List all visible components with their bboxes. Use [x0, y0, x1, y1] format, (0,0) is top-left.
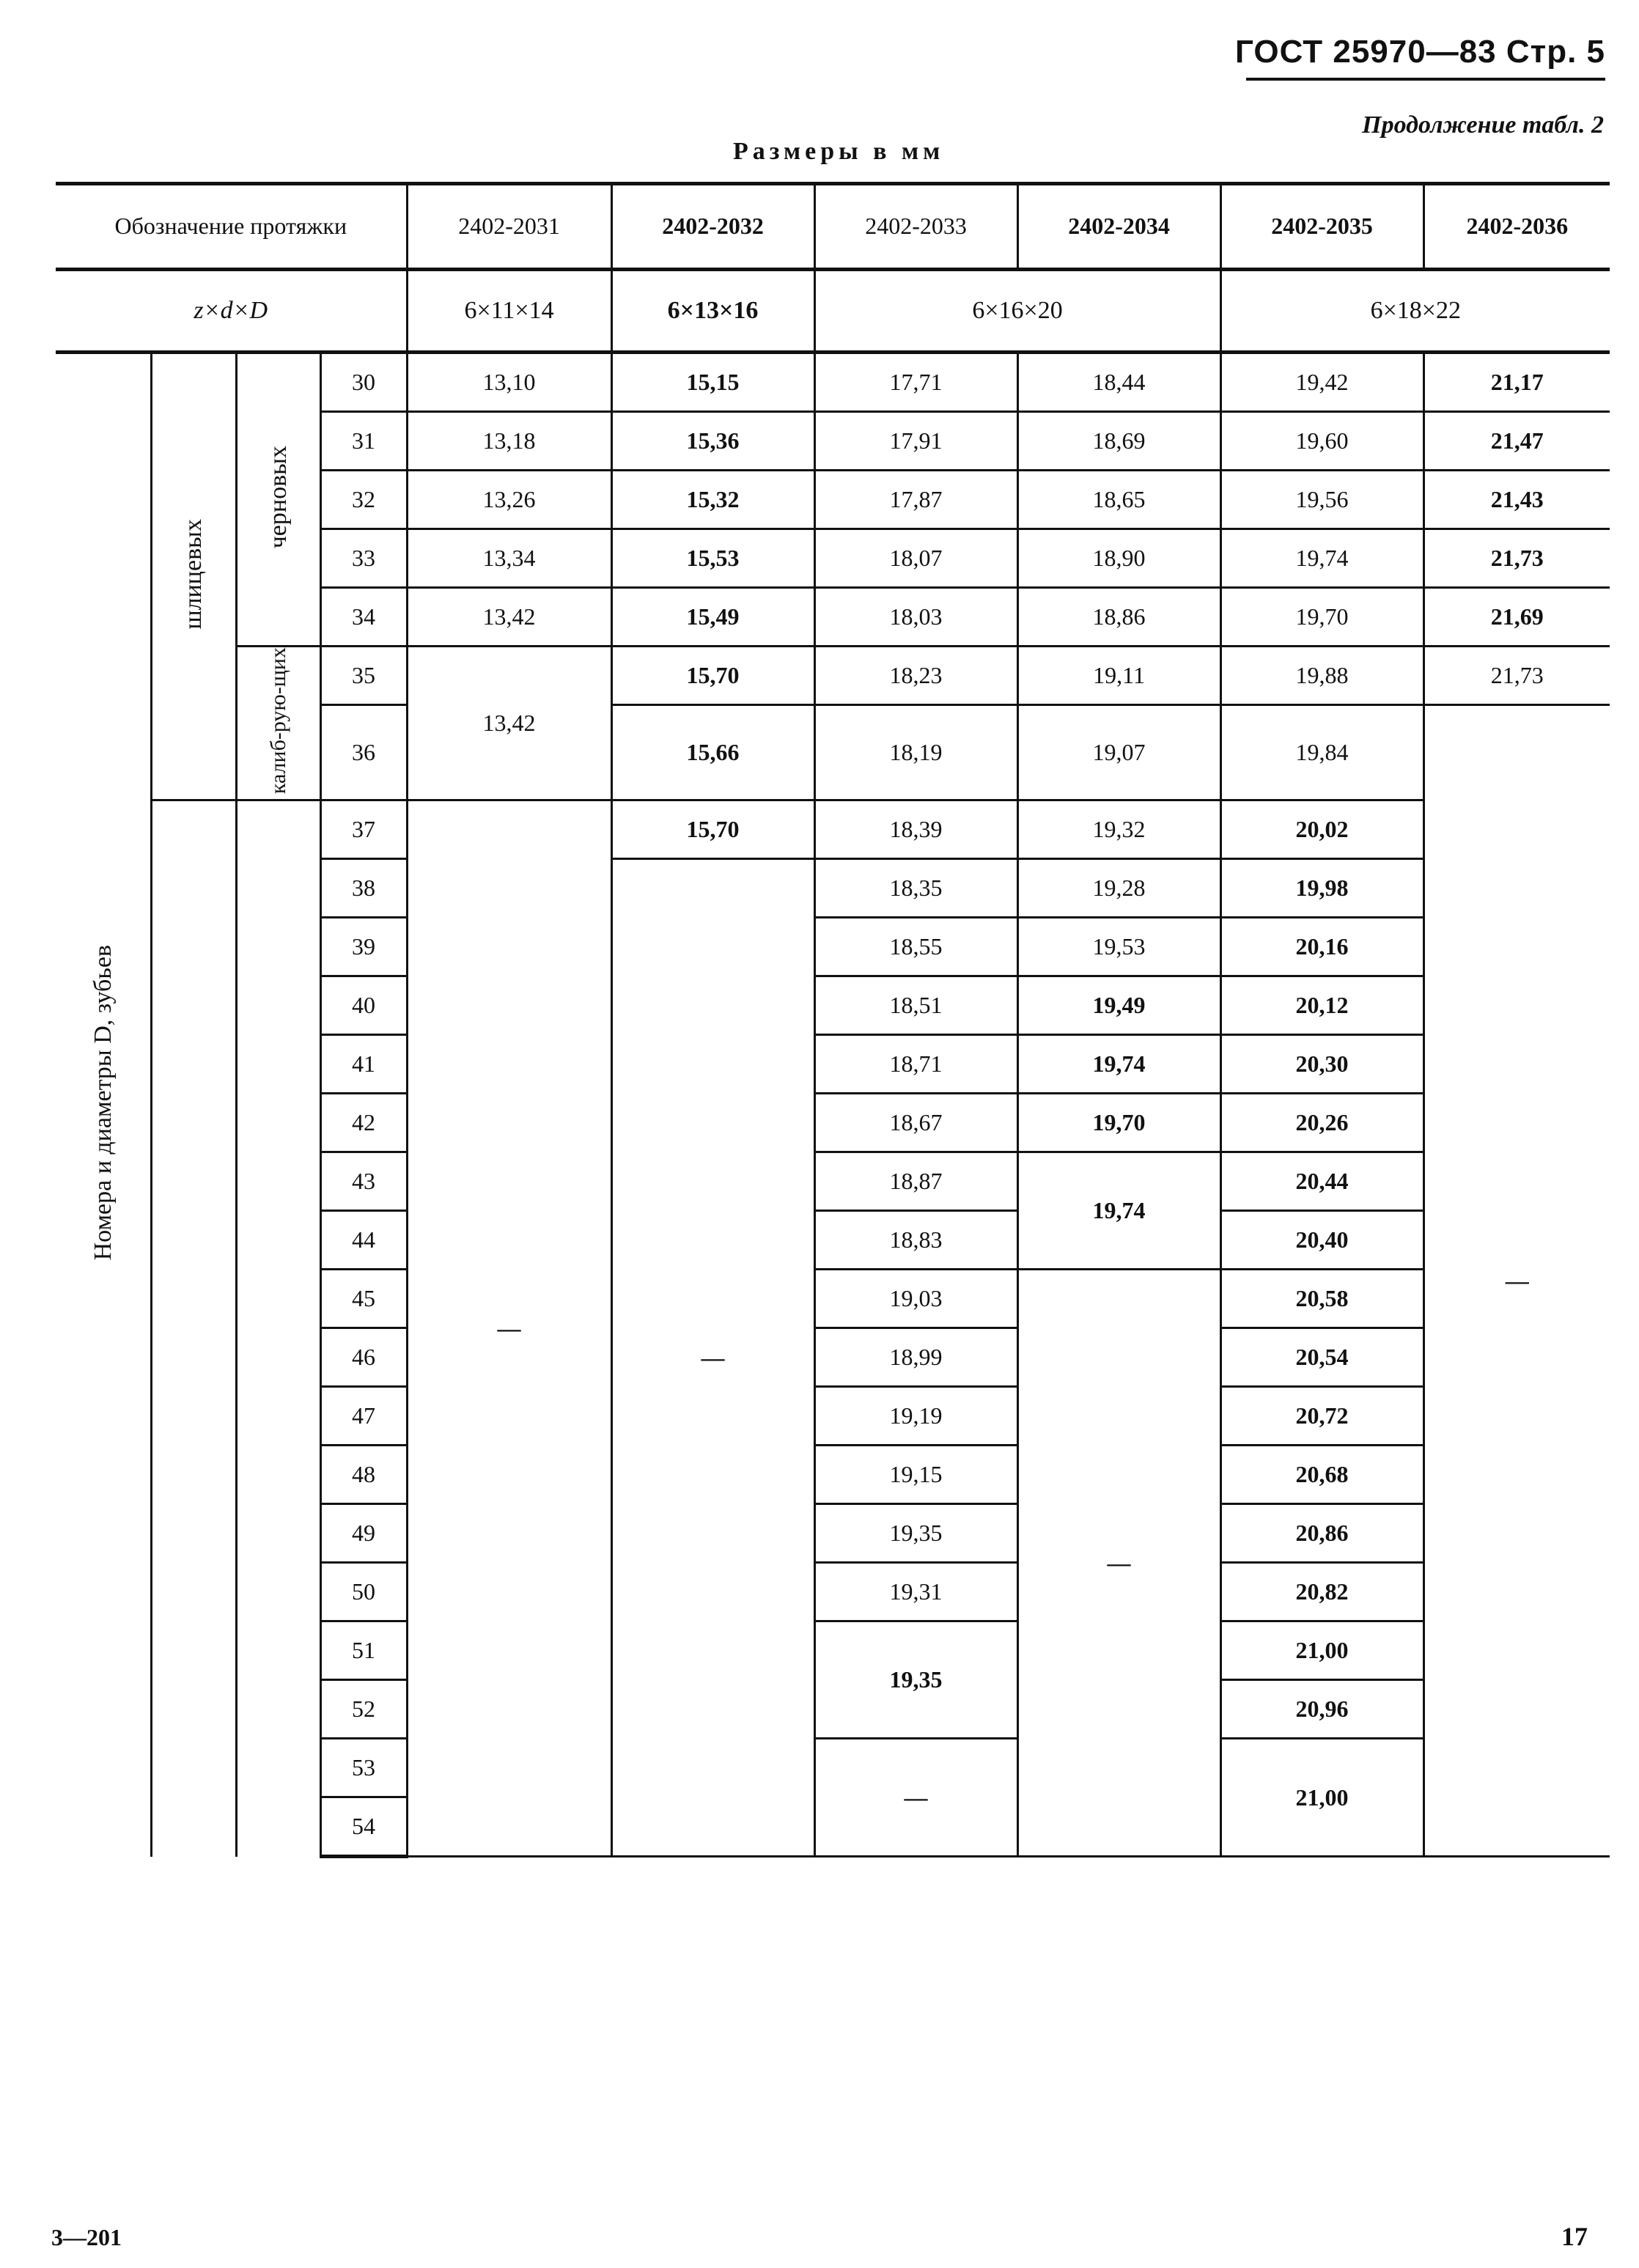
- value-cell: 20,54: [1220, 1328, 1423, 1387]
- value-cell: 19,49: [1017, 976, 1220, 1035]
- tooth-number: 53: [320, 1739, 407, 1797]
- value-cell: 21,47: [1423, 412, 1610, 471]
- size-6x11x14: 6×11×14: [407, 270, 611, 353]
- value-cell: 13,34: [407, 529, 611, 588]
- value-cell: 19,28: [1017, 859, 1220, 918]
- value-cell: 15,36: [611, 412, 814, 471]
- value-cell: 20,16: [1220, 918, 1423, 976]
- value-cell: 21,00: [1220, 1739, 1423, 1857]
- value-cell: 15,15: [611, 353, 814, 412]
- table-continuation-note: Продолжение табл. 2: [1362, 111, 1604, 139]
- tooth-number: 40: [320, 976, 407, 1035]
- value-cell: 21,73: [1423, 647, 1610, 705]
- rough-label: черновых: [264, 445, 292, 549]
- tooth-number: 46: [320, 1328, 407, 1387]
- rough-label-cell: [236, 353, 320, 647]
- value-cell: 15,70: [611, 800, 814, 859]
- tooth-number: 39: [320, 918, 407, 976]
- tooth-number: 45: [320, 1270, 407, 1328]
- value-cell: 21,17: [1423, 353, 1610, 412]
- tooth-number: 48: [320, 1446, 407, 1504]
- value-cell: 18,67: [814, 1094, 1017, 1152]
- value-cell: 17,87: [814, 471, 1017, 529]
- value-cell: 19,74: [1017, 1035, 1220, 1094]
- value-cell: 15,70: [611, 647, 814, 705]
- value-cell: 20,86: [1220, 1504, 1423, 1563]
- empty-dash-2036: —: [1423, 705, 1610, 1857]
- spline-label-cell: [151, 353, 236, 800]
- value-cell: 19,32: [1017, 800, 1220, 859]
- value-cell: 19,19: [814, 1387, 1017, 1446]
- size-6x18x22: 6×18×22: [1220, 270, 1610, 353]
- page-title: ГОСТ 25970—83 Стр. 5: [1234, 34, 1605, 70]
- size-6x13x16: 6×13×16: [611, 270, 814, 353]
- value-cell: 20,72: [1220, 1387, 1423, 1446]
- value-cell: 20,12: [1220, 976, 1423, 1035]
- value-cell: 19,74: [1220, 529, 1423, 588]
- value-cell: 18,83: [814, 1211, 1017, 1270]
- value-cell: 19,56: [1220, 471, 1423, 529]
- table-row: [56, 647, 1610, 705]
- value-cell: 13,42: [407, 647, 611, 800]
- tooth-number: 34: [320, 588, 407, 647]
- col-header-2402-2035: 2402-2035: [1220, 184, 1423, 270]
- tooth-number: 43: [320, 1152, 407, 1211]
- value-cell: 15,53: [611, 529, 814, 588]
- value-cell: 18,39: [814, 800, 1017, 859]
- col-header-2402-2033: 2402-2033: [814, 184, 1017, 270]
- tooth-number: 42: [320, 1094, 407, 1152]
- value-cell: 19,84: [1220, 705, 1423, 800]
- size-header: z×d×D: [56, 270, 407, 353]
- value-cell: 19,70: [1220, 588, 1423, 647]
- tooth-number: 38: [320, 859, 407, 918]
- calib-label: калиб-рую-щих: [265, 647, 290, 795]
- empty-dash-2031: —: [407, 800, 611, 1857]
- value-cell: 19,42: [1220, 353, 1423, 412]
- value-cell: 13,26: [407, 471, 611, 529]
- value-cell: 19,15: [814, 1446, 1017, 1504]
- value-cell: 13,18: [407, 412, 611, 471]
- value-cell: 19,31: [814, 1563, 1017, 1621]
- empty-group-cell: [151, 800, 236, 1857]
- value-cell: 20,40: [1220, 1211, 1423, 1270]
- value-cell: 20,96: [1220, 1680, 1423, 1739]
- col-header-2402-2034: 2402-2034: [1017, 184, 1220, 270]
- value-cell: 20,68: [1220, 1446, 1423, 1504]
- value-cell: 15,49: [611, 588, 814, 647]
- col-header-2402-2036: 2402-2036: [1423, 184, 1610, 270]
- value-cell: 19,53: [1017, 918, 1220, 976]
- value-cell: 19,60: [1220, 412, 1423, 471]
- spline-label: шлицевых: [180, 518, 207, 630]
- value-cell: 20,02: [1220, 800, 1423, 859]
- value-cell: 20,26: [1220, 1094, 1423, 1152]
- tooth-number: 52: [320, 1680, 407, 1739]
- empty-dash-2034: —: [1017, 1270, 1220, 1857]
- group-label-cell: [56, 353, 151, 1857]
- value-cell: 21,73: [1423, 529, 1610, 588]
- value-cell: 18,35: [814, 859, 1017, 918]
- value-cell: 19,35: [814, 1621, 1017, 1739]
- value-cell: 18,51: [814, 976, 1017, 1035]
- value-cell: 17,91: [814, 412, 1017, 471]
- value-cell: 18,71: [814, 1035, 1017, 1094]
- value-cell: 19,74: [1017, 1152, 1220, 1270]
- tooth-number: 33: [320, 529, 407, 588]
- tooth-number: 47: [320, 1387, 407, 1446]
- tooth-number: 51: [320, 1621, 407, 1680]
- calib-label-cell: [236, 647, 320, 800]
- value-cell: 19,03: [814, 1270, 1017, 1328]
- value-cell: 20,58: [1220, 1270, 1423, 1328]
- group-label: Номера и диаметры D, зубьев: [89, 945, 117, 1261]
- value-cell: 18,99: [814, 1328, 1017, 1387]
- tooth-number: 36: [320, 705, 407, 800]
- tooth-number: 54: [320, 1797, 407, 1857]
- value-cell: 18,07: [814, 529, 1017, 588]
- tooth-number: 32: [320, 471, 407, 529]
- empty-dash-2033: —: [814, 1739, 1017, 1857]
- value-cell: 20,30: [1220, 1035, 1423, 1094]
- value-cell: 18,86: [1017, 588, 1220, 647]
- designation-header: Обозначение протяжки: [56, 184, 407, 270]
- tooth-number: 50: [320, 1563, 407, 1621]
- value-cell: 19,07: [1017, 705, 1220, 800]
- units-caption: Размеры в мм: [733, 138, 945, 165]
- value-cell: 19,98: [1220, 859, 1423, 918]
- value-cell: 19,11: [1017, 647, 1220, 705]
- value-cell: 15,32: [611, 471, 814, 529]
- table-row: [56, 353, 1610, 412]
- value-cell: 21,00: [1220, 1621, 1423, 1680]
- value-cell: 13,10: [407, 353, 611, 412]
- value-cell: 19,88: [1220, 647, 1423, 705]
- value-cell: 13,42: [407, 588, 611, 647]
- value-cell: 18,44: [1017, 353, 1220, 412]
- value-cell: 18,03: [814, 588, 1017, 647]
- value-cell: 21,69: [1423, 588, 1610, 647]
- empty-dash-2032: —: [611, 859, 814, 1857]
- value-cell: 18,90: [1017, 529, 1220, 588]
- size-6x16x20: 6×16×20: [814, 270, 1220, 353]
- value-cell: 19,35: [814, 1504, 1017, 1563]
- broach-table: [56, 182, 1610, 1858]
- tooth-number: 31: [320, 412, 407, 471]
- col-header-2402-2032: 2402-2032: [611, 184, 814, 270]
- page-number: 17: [1561, 2222, 1588, 2251]
- value-cell: 17,71: [814, 353, 1017, 412]
- value-cell: 18,87: [814, 1152, 1017, 1211]
- value-cell: 20,44: [1220, 1152, 1423, 1211]
- value-cell: 18,19: [814, 705, 1017, 800]
- tooth-number: 37: [320, 800, 407, 859]
- tooth-number: 49: [320, 1504, 407, 1563]
- value-cell: 20,82: [1220, 1563, 1423, 1621]
- value-cell: 18,23: [814, 647, 1017, 705]
- table-row: [56, 800, 1610, 859]
- header-rule: [1246, 78, 1605, 81]
- empty-subgroup-cell: [236, 800, 320, 1857]
- footer-code: 3—201: [51, 2224, 122, 2250]
- value-cell: 15,66: [611, 705, 814, 800]
- tooth-number: 41: [320, 1035, 407, 1094]
- value-cell: 21,43: [1423, 471, 1610, 529]
- value-cell: 18,69: [1017, 412, 1220, 471]
- tooth-number: 44: [320, 1211, 407, 1270]
- value-cell: 19,70: [1017, 1094, 1220, 1152]
- tooth-number: 35: [320, 647, 407, 705]
- tooth-number: 30: [320, 353, 407, 412]
- value-cell: 18,55: [814, 918, 1017, 976]
- col-header-2402-2031: 2402-2031: [407, 184, 611, 270]
- value-cell: 18,65: [1017, 471, 1220, 529]
